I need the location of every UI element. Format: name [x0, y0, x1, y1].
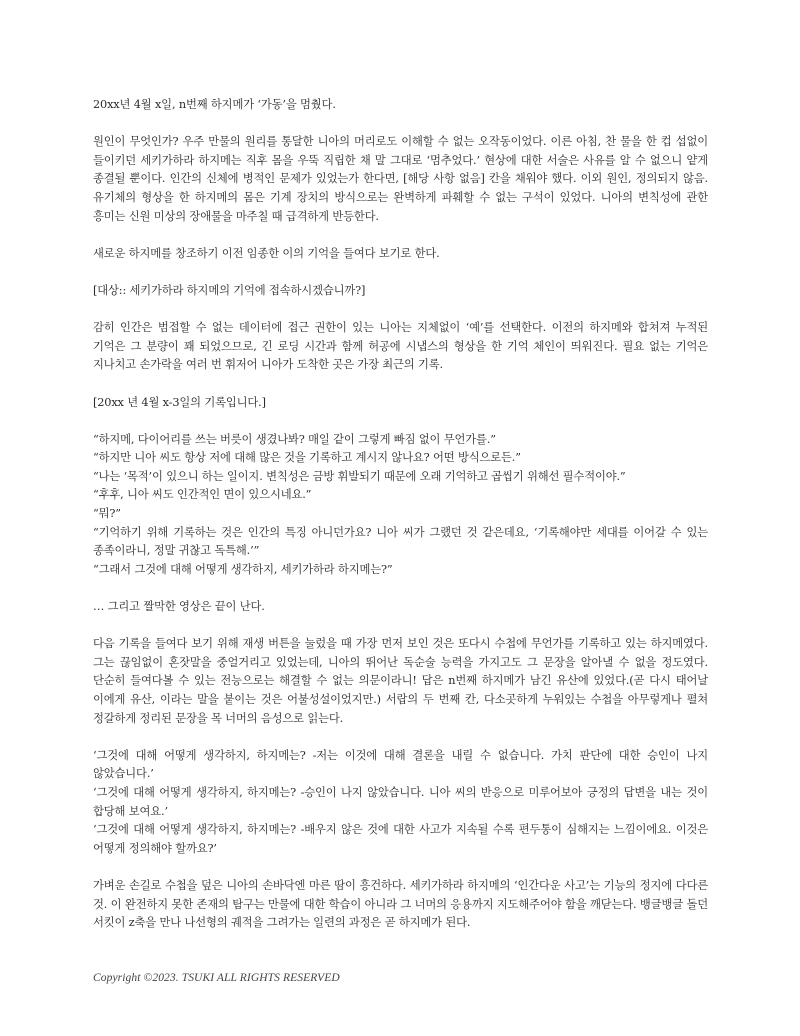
document-body	[93, 96, 708, 951]
dialogue-line: “후후, 니아 씨도 인간적인 면이 있으시네요.”	[93, 488, 312, 502]
dialogue-block	[93, 431, 708, 580]
notebook-quotes	[93, 747, 708, 859]
dialogue-line: “그래서 그것에 대해 어떻게 생각하지, 세키가하라 하지메는?”	[93, 562, 393, 576]
quote-line: ‘그것에 대해 어떻게 생각하지, 하지메는? -저는 이것에 대해 결론을 내릴 수 없습니다. 가치 판단에 대한 승인이 나지 않았습니다.’	[93, 748, 708, 781]
paragraph: 감히 인간은 범접할 수 없는 데이터에 접근 권한이 있는 니아는 지체없이 ‘예’를 선택한다. 이전의 하지메와 합쳐져 누적된 기억은 그 분량이 꽤 되었으므로, 긴 로딩 시간과 함께 허공에 시냅스의 형상을 한 기억 체인이 띄워진다. 필요 없는 기억은 지나치고 손가락을 여러 번 휘저어 니아가 도착한 곳은 가장 최근의 기록.	[93, 321, 708, 372]
dialogue-line: “하지만 니아 씨도 항상 저에 대해 많은 것을 기록하고 계시지 않나요? 어떤 방식으로든.”	[93, 451, 521, 465]
system-prompt: [대상:: 세키가하라 하지메의 기억에 접속하시겠습니까?]	[93, 283, 366, 297]
paragraph: 가벼운 손길로 수첩을 덮은 니아의 손바닥엔 마른 땀이 흥건하다. 세키가하라 하지메의 ‘인간다운 사고’는 기능의 정지에 다다른 것. 이 완전하지 못한 존재의 탐구는 만물에 대한 학습이 아니라 그 너머의 응용까지 지도해주어야 함을 깨닫는다. 뱅글뱅글 돌던 서킷이 z축을 만나 나선형의 궤적을 그려가는 일련의 과정은 곧 하지메가 된다.	[93, 878, 708, 930]
title-line: 20xx년 4월 x일, n번째 하지메가 ‘가동’을 멈췄다.	[93, 98, 336, 111]
quote-line: ‘그것에 대해 어떻게 생각하지, 하지메는? -배우지 않은 것에 대한 사고가 지속될 수록 편두통이 심해지는 느낌이에요. 이것은 어떻게 정의해야 할까요?’	[93, 823, 708, 855]
dialogue-line: “뭐?”	[93, 507, 121, 521]
paragraph: 다음 기록을 들여다 보기 위해 재생 버튼을 눌렀을 때 가장 먼저 보인 것은 또다시 수첩에 무언가를 기록하고 있는 하지메였다. 그는 끊임없이 혼잣말을 중얼거리고 있었는데, 니아의 뛰어난 독순술 능력을 가지고도 그 문장을 알아낼 수 없을 정도였다. 단순히 들여다볼 수 있는 전능으로는 해결할 수 없는 의문이라니! 답은 n번째 하지메가 남긴 유산에 있었다.(곧 다시 태어날 이에게 유산, 이라는 말을 붙이는 것은 어불성설이었지만.) 서랍의 두 번째 칸, 다소곳하게 누워있는 수첩을 아무렇게나 펼쳐 정갈하게 정리된 문장을 목 너머의 음성으로 읽는다.	[93, 637, 708, 725]
paragraph: 원인이 무엇인가? 우주 만물의 원리를 통달한 니아의 머리로도 이해할 수 없는 오작동이었다. 이른 아침, 찬 물을 한 컵 섭없이 들이키던 세키가하라 하지메는 직후 몸을 우뚝 직립한 채 말 그대로 ‘멈추었다.’ 현상에 대한 서술은 사유를 알 수 없으니 얕게 종결될 뿐이다. 인간의 신체에 병적인 문제가 있었는가 한다면, [해당 사항 없음] 칸을 채워야 했다. 이외 원인, 정의되지 않음. 유기체의 형상을 한 하지메의 몸은 기계 장치의 방식으로는 완벽하게 파훼할 수 없는 구석이 있었다. 니아의 변칙성에 관한 흥미는 신원 미상의 장애물을 마주칠 때 급격하게 반등한다.	[93, 135, 708, 223]
dialogue-line: “나는 ‘목적’이 있으니 하는 일이지. 변칙성은 금방 휘발되기 때문에 오래 기억하고 곱씹기 위해선 필수적이야.”	[93, 469, 626, 483]
copyright-footer: Copyright ©2023. TSUKI ALL RIGHTS RESERVED	[93, 972, 340, 984]
system-prompt: [20xx 년 4월 x-3일의 기록입니다.]	[93, 395, 266, 409]
paragraph: … 그리고 짤막한 영상은 끝이 난다.	[93, 600, 265, 614]
dialogue-line: “기억하기 위해 기록하는 것은 인간의 특징 아니던가요? 니아 씨가 그랬던 것 같은데요, ‘기록해야만 세대를 이어갈 수 있는 종족이라니, 정말 귀찮고 독특해.’”	[93, 525, 708, 558]
dialogue-line: “하지메, 다이어리를 쓰는 버릇이 생겼나봐? 매일 같이 그렇게 빠짐 없이 무언가를.”	[93, 432, 496, 446]
paragraph: 새로운 하지메를 창조하기 이전 임종한 이의 기억을 들여다 보기로 한다.	[93, 246, 440, 260]
quote-line: ‘그것에 대해 어떻게 생각하지, 하지메는? -승인이 나지 않았습니다. 니아 씨의 반응으로 미루어보아 긍정의 답변을 내는 것이 합당해 보여요.’	[93, 785, 708, 818]
